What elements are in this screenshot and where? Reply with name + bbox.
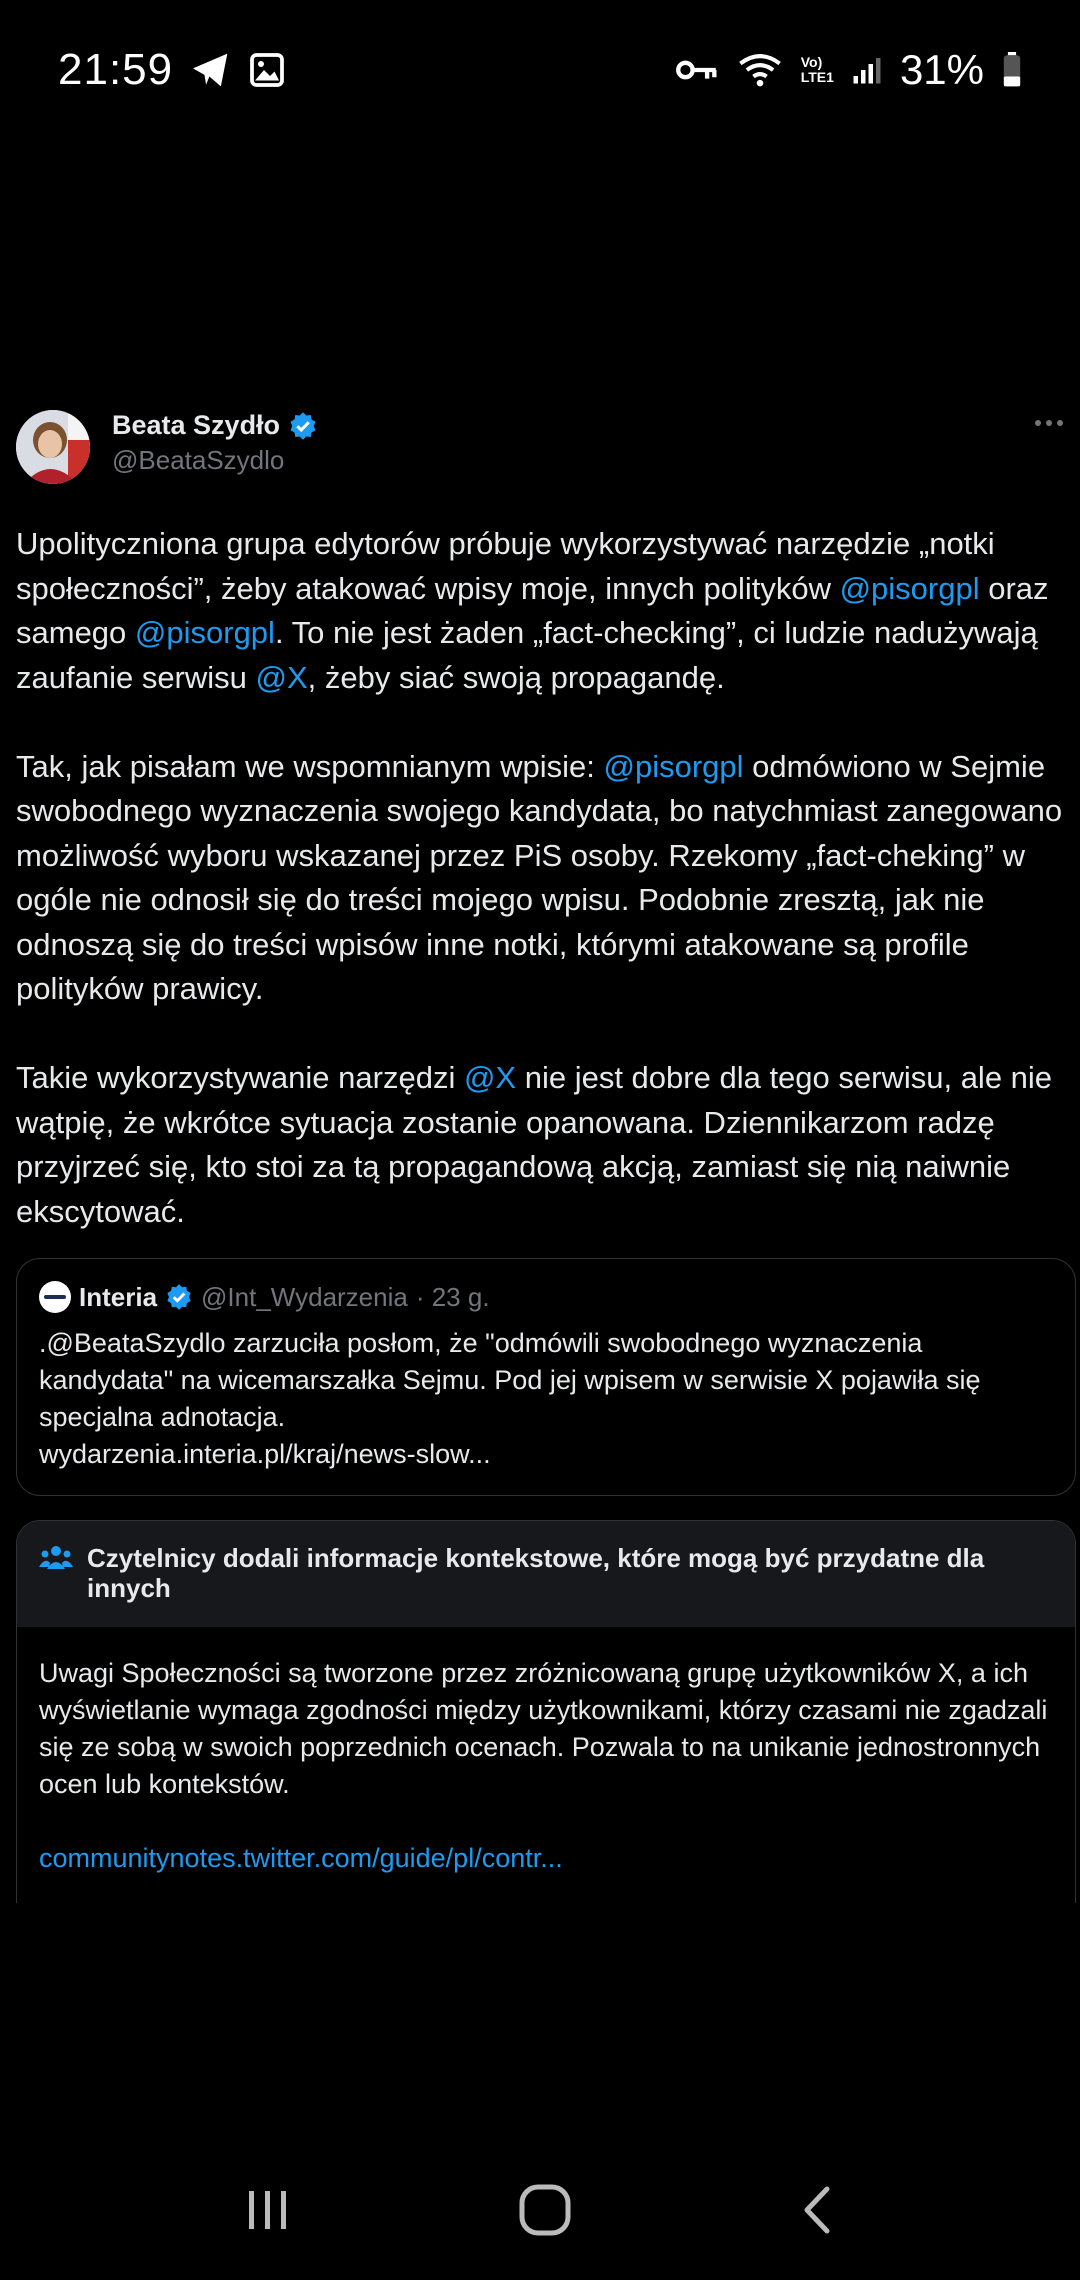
people-icon [39, 1543, 73, 1573]
mention-link[interactable]: @pisorgpl [134, 615, 275, 650]
community-note-text: Uwagi Społeczności są tworzone przez zróżnicowaną grupę użytkowników X, a ich wyświetlanie wymaga zgodności między użytkownikami, którzy czasami nie zgadzali się ze sobą w swoich poprzednich ocenach. Pozwala to na unikanie jednostronnych ocen lub kontekstów. [39, 1658, 1048, 1799]
text-segment: Upolityczniona grupa edytorów próbuje wykorzystywać narzędzie „notki społeczności”, żeby atakować wpisy moje, innych polityków [16, 526, 995, 606]
quote-author-name: Interia [79, 1281, 158, 1312]
author-name-row [112, 410, 318, 441]
tweet-body [16, 522, 1064, 1234]
mention-link[interactable]: @pisorgpl [839, 570, 980, 606]
author-handle[interactable]: @BeataSzydlo [112, 445, 285, 475]
battery-icon [1002, 52, 1022, 88]
text-segment: Takie wykorzystywanie narzędzi [16, 1060, 464, 1095]
text-segment: nie jest dobre dla tego serwisu, ale nie wątpię, że wkrótce sytuacja zostanie opanowana. Dziennikarzom radzę przyjrzeć się, kto stoi za tą propagandową akcją, zamiast się nią naiwnie ekscytować. [16, 1060, 1053, 1229]
quote-header [39, 1281, 1053, 1313]
text-segment: , żeby siać swoją propagandę. [307, 659, 725, 695]
signal-icon [852, 55, 882, 85]
author-name[interactable]: Beata Szydło [112, 410, 281, 440]
text-segment: Tak, jak pisałam we wspomnianym wpisie: [16, 748, 604, 784]
community-note-title: Czytelnicy dodali informacje kontekstowe, które mogą być przydatne dla innych [87, 1543, 985, 1603]
quote-author-handle: @Int_Wydarzenia [201, 1281, 408, 1312]
quote-text [39, 1325, 1053, 1473]
community-note-header [17, 1521, 1075, 1627]
quote-time: · 23 g. [415, 1281, 490, 1312]
text-segment: oraz samego [16, 570, 1049, 650]
status-time: 21:59 [58, 45, 174, 94]
tweet-paragraph-3 [16, 1056, 1064, 1234]
back-icon[interactable] [797, 2183, 837, 2237]
text-segment: . To nie jest żaden „fact-checking”, ci ludzie nadużywają zaufanie serwisu [16, 615, 1038, 695]
quote-link[interactable]: wydarzenia.interia.pl/kraj/news-slow... [39, 1439, 491, 1469]
community-note [16, 1520, 1076, 1903]
tweet-paragraph-1 [16, 522, 1064, 700]
quoted-tweet[interactable] [16, 1258, 1076, 1496]
interia-logo-icon [39, 1281, 71, 1313]
battery-percentage: 31% [899, 46, 984, 93]
status-right [675, 46, 1022, 94]
network-vo: Vo) [800, 54, 823, 70]
mention-link[interactable]: @X [463, 1060, 517, 1095]
gallery-icon [249, 52, 285, 88]
verified-badge-icon [288, 411, 318, 441]
mention-link[interactable]: @X [255, 659, 308, 695]
vpn-key-icon [675, 57, 719, 83]
mention-link[interactable]: @pisorgpl [603, 748, 744, 784]
home-icon[interactable] [518, 2183, 572, 2237]
system-nav-bar [0, 2160, 1080, 2260]
network-type [801, 55, 834, 85]
avatar[interactable] [16, 410, 90, 484]
author-block [112, 410, 318, 476]
tweet [16, 410, 1064, 1903]
verified-badge-icon [165, 1283, 193, 1311]
tweet-header [16, 410, 1064, 490]
quote-body: .@BeataSzydlo zarzuciła posłom, że "odmówili swobodnego wyznaczenia kandydata" na wicemarszałka Sejmu. Pod jej wpisem w serwisie X pojawiła się specjalna adnotacja. [39, 1328, 981, 1432]
status-bar [0, 0, 1080, 140]
text-segment: odmówiono w Sejmie swobodnego wyznaczenia swojego kandydata, bo natychmiast zanegowano możliwość wyboru wskazanej przez PiS osoby. Rzekomy „fact-cheking” w ogóle nie odnosił się do treści mojego wpisu. Podobnie zresztą, jak nie odnoszą się do treści wpisów inne notki, którymi atakowane są profile polityków prawicy. [16, 748, 1063, 1006]
recent-apps-icon[interactable] [243, 2185, 293, 2235]
status-left [58, 45, 285, 95]
tweet-paragraph-2 [16, 745, 1064, 1012]
more-options-icon[interactable] [1034, 418, 1064, 428]
network-lte: LTE1 [800, 69, 834, 85]
telegram-icon [191, 52, 231, 88]
community-note-body [17, 1627, 1075, 1903]
wifi-icon [737, 52, 783, 88]
community-note-link[interactable]: communitynotes.twitter.com/guide/pl/contr... [39, 1843, 563, 1873]
